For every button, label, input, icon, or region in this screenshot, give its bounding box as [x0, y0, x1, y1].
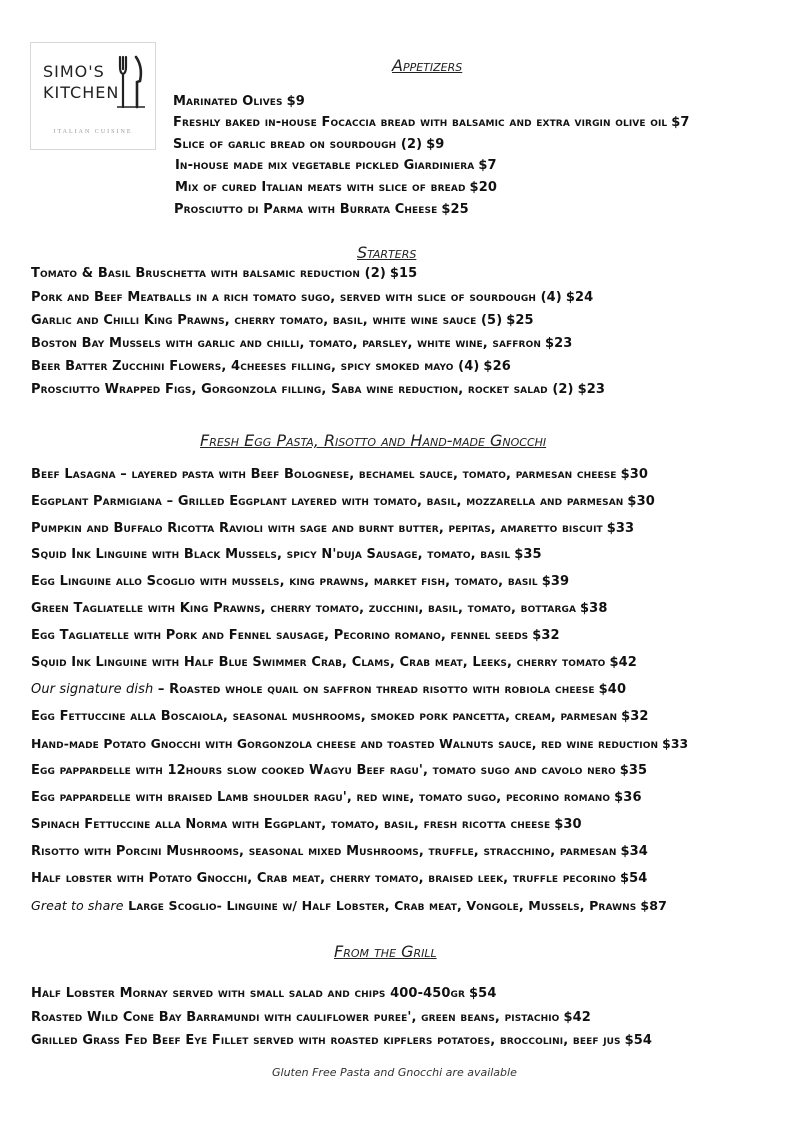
- item-price: $54: [469, 986, 497, 1001]
- pasta-heading: Fresh Egg Pasta, Risotto and Hand-made Gnocchi: [200, 431, 547, 450]
- starter-item: [31, 313, 534, 328]
- appetizer-item: [173, 94, 305, 109]
- pasta-item: [31, 763, 647, 778]
- item-name: Hand-made Potato Gnocchi with Gorgonzola cheese and toasted Walnuts sauce, red wine reduction: [31, 736, 659, 751]
- item-price: $32: [621, 709, 649, 724]
- item-price: $36: [614, 790, 642, 805]
- item-price: $23: [577, 382, 606, 397]
- item-price: $9: [426, 137, 445, 152]
- pasta-item: [31, 467, 648, 482]
- item-name: Eggplant Parmigiana – Grilled Eggplant layered with tomato, basil, mozzarella and parmesan: [31, 494, 624, 509]
- item-name: Grilled Grass Fed Beef Eye Fillet served with roasted kipflers potatoes, broccolini, beef jus: [31, 1033, 621, 1048]
- pasta-item: [31, 574, 569, 589]
- item-price: $9: [286, 94, 305, 109]
- item-price: $30: [554, 817, 582, 832]
- appetizer-item: [175, 180, 497, 195]
- pasta-item: [31, 871, 647, 886]
- pasta-item: [31, 844, 648, 859]
- item-price: $40: [598, 682, 627, 697]
- starter-item: [31, 336, 572, 351]
- item-name: Egg Linguine allo Scoglio with mussels, king prawns, market fish, tomato, basil: [31, 574, 538, 589]
- item-name: Roasted Wild Cone Bay Barramundi with cauliflower puree', green beans, pistachio: [31, 1010, 560, 1025]
- item-name: Half lobster with Potato Gnocchi, Crab meat, cherry tomato, braised leek, truffle pecorino: [31, 871, 616, 886]
- appetizer-item: [173, 137, 444, 152]
- pasta-item: [31, 736, 688, 751]
- item-price: $87: [640, 898, 667, 913]
- item-price: $24: [565, 290, 594, 305]
- item-price: $7: [671, 115, 690, 130]
- appetizer-item: [174, 202, 469, 217]
- starter-item: [31, 290, 593, 305]
- logo-tagline: ITALIAN CUISINE: [53, 129, 133, 135]
- item-price: $54: [620, 871, 648, 886]
- item-name: Egg Fettuccine alla Boscaiola, seasonal mushrooms, smoked pork pancetta, cream, parmesan: [31, 709, 618, 724]
- grill-item: [31, 1033, 652, 1048]
- appetizers-heading: Appetizers: [392, 56, 463, 75]
- item-price: $33: [662, 736, 689, 751]
- item-name: Green Tagliatelle with King Prawns, cherry tomato, zucchini, basil, tomato, bottarga: [31, 601, 577, 616]
- pasta-item: [31, 898, 667, 913]
- pasta-item: [31, 655, 637, 670]
- item-name: Large Scoglio- Linguine w/ Half Lobster, Crab meat, Vongole, Mussels, Prawns: [128, 898, 637, 913]
- item-name: Tomato & Basil Bruschetta with balsamic reduction (2): [31, 266, 386, 281]
- item-price: $33: [606, 521, 635, 536]
- item-price: $35: [619, 763, 648, 778]
- item-name: Mix of cured Italian meats with slice of bread: [175, 180, 466, 195]
- item-name: Prosciutto di Parma with Burrata Cheese: [174, 202, 438, 217]
- item-price: $20: [469, 180, 497, 195]
- restaurant-logo: [30, 42, 156, 150]
- item-name: Freshly baked in-house Focaccia bread with balsamic and extra virgin olive oil: [173, 115, 668, 130]
- item-prefix: Great to share: [31, 898, 124, 913]
- item-price: $35: [514, 547, 542, 562]
- starter-item: [31, 266, 417, 281]
- item-name: Egg pappardelle with 12hours slow cooked Wagyu Beef ragu', tomato sugo and cavolo nero: [31, 763, 616, 778]
- item-name: – Roasted whole quail on saffron thread risotto with robiola cheese: [157, 682, 595, 697]
- gluten-free-note: Gluten Free Pasta and Gnocchi are available: [272, 1066, 517, 1079]
- pasta-item: [31, 790, 642, 805]
- pasta-item: [31, 682, 626, 697]
- item-name: Beer Batter Zucchini Flowers, 4cheeses filling, spicy smoked mayo (4): [31, 359, 480, 374]
- logo-line-2: KITCHEN: [43, 83, 120, 102]
- item-name: Marinated Olives: [173, 94, 283, 109]
- pasta-item: [31, 709, 649, 724]
- item-name: Half Lobster Mornay served with small salad and chips 400-450gr: [31, 986, 466, 1001]
- item-price: $30: [620, 467, 648, 482]
- item-price: $42: [563, 1010, 591, 1025]
- item-price: $32: [532, 628, 560, 643]
- pasta-item: [31, 601, 607, 616]
- item-price: $7: [478, 158, 497, 173]
- pasta-item: [31, 521, 634, 536]
- item-name: Egg Tagliatelle with Pork and Fennel sausage, Pecorino romano, fennel seeds: [31, 628, 529, 643]
- item-name: Slice of garlic bread on sourdough (2): [173, 137, 423, 152]
- pasta-item: [31, 494, 655, 509]
- grill-item: [31, 1010, 591, 1025]
- item-name: Squid Ink Linguine with Black Mussels, spicy N'duja Sausage, tomato, basil: [31, 547, 511, 562]
- item-price: $15: [389, 266, 418, 281]
- item-name: Beef Lasagna – layered pasta with Beef Bolognese, bechamel sauce, tomato, parmesan cheese: [31, 467, 617, 482]
- item-prefix: Our signature dish: [31, 682, 154, 697]
- item-name: Egg pappardelle with braised Lamb shoulder ragu', red wine, tomato sugo, pecorino romano: [31, 790, 611, 805]
- pasta-item: [31, 817, 582, 832]
- item-name: Squid Ink Linguine with Half Blue Swimmer Crab, Clams, Crab meat, Leeks, cherry tomato: [31, 655, 606, 670]
- item-price: $54: [624, 1033, 653, 1048]
- item-name: In-house made mix vegetable pickled Giardiniera: [175, 158, 475, 173]
- item-price: $25: [506, 313, 534, 328]
- starters-heading: Starters: [357, 243, 417, 262]
- item-name: Spinach Fettuccine alla Norma with Eggplant, tomato, basil, fresh ricotta cheese: [31, 817, 551, 832]
- logo-line-1: SIMO'S: [43, 62, 105, 81]
- item-price: $38: [580, 601, 608, 616]
- item-price: $30: [627, 494, 655, 509]
- item-price: $34: [620, 844, 648, 859]
- pasta-item: [31, 628, 560, 643]
- item-name: Garlic and Chilli King Prawns, cherry tomato, basil, white wine sauce (5): [31, 313, 503, 328]
- item-price: $42: [609, 655, 637, 670]
- item-name: Prosciutto Wrapped Figs, Gorgonzola filling, Saba wine reduction, rocket salad (2): [31, 382, 574, 397]
- item-price: $23: [544, 336, 573, 351]
- item-name: Boston Bay Mussels with garlic and chilli, tomato, parsley, white wine, saffron: [31, 336, 541, 351]
- item-price: $26: [483, 359, 511, 374]
- starter-item: [31, 359, 511, 374]
- pasta-item: [31, 547, 542, 562]
- item-price: $25: [441, 202, 469, 217]
- item-name: Pork and Beef Meatballs in a rich tomato sugo, served with slice of sourdough (4): [31, 290, 562, 305]
- fork-knife-icon: [117, 55, 147, 109]
- appetizer-item: [175, 158, 497, 173]
- item-name: Pumpkin and Buffalo Ricotta Ravioli with sage and burnt butter, pepitas, amaretto biscuit: [31, 521, 603, 536]
- appetizer-item: [173, 115, 690, 130]
- item-name: Risotto with Porcini Mushrooms, seasonal mixed Mushrooms, truffle, stracchino, parmesan: [31, 844, 617, 859]
- starter-item: [31, 382, 605, 397]
- grill-item: [31, 986, 496, 1001]
- item-price: $39: [541, 574, 570, 589]
- grill-heading: From the Grill: [334, 942, 437, 961]
